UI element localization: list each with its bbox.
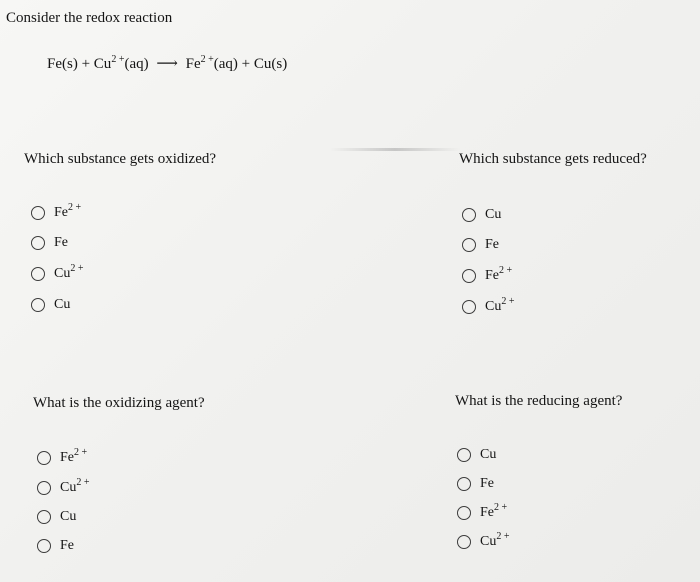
paper-smudge bbox=[330, 148, 460, 151]
q3-option-1-radio[interactable] bbox=[37, 451, 51, 465]
q4-option-3-label: $Fe^{2 +}$ bbox=[480, 502, 508, 520]
q1-option-1-radio[interactable] bbox=[31, 206, 45, 220]
q3-option-2-label: $Cu^{2 +}$ bbox=[60, 477, 90, 495]
q3-prompt: What is the oxidizing agent? bbox=[33, 395, 205, 411]
q2-option-2-label: Fe bbox=[485, 237, 499, 252]
q2-option-4-radio[interactable] bbox=[462, 300, 476, 314]
q2-option-4-label: $Cu^{2 +}$ bbox=[485, 296, 515, 314]
q3-option-3-label: Cu bbox=[60, 509, 77, 524]
reactant-fe-solid: Fe(s) bbox=[47, 56, 78, 72]
plus-sign: + bbox=[241, 56, 251, 72]
q2-option-2-radio[interactable] bbox=[462, 238, 476, 252]
q2-option-3-radio[interactable] bbox=[462, 269, 476, 283]
q3-option-2-radio[interactable] bbox=[37, 481, 51, 495]
q1-prompt: Which substance gets oxidized? bbox=[24, 151, 217, 167]
reaction-equation bbox=[47, 54, 287, 73]
q4-option-4-radio[interactable] bbox=[457, 535, 471, 549]
q2-prompt: Which substance gets reduced? bbox=[459, 151, 647, 167]
q3-option-4-radio[interactable] bbox=[37, 539, 51, 553]
q2-option-1-label: Cu bbox=[485, 207, 502, 222]
product-cu-solid: Cu(s) bbox=[253, 56, 288, 72]
q1-option-1-label: $Fe^{2 +}$ bbox=[54, 202, 82, 220]
q2-option-1-radio[interactable] bbox=[462, 208, 476, 222]
q4-option-2-radio[interactable] bbox=[457, 477, 471, 491]
q1-option-3-radio[interactable] bbox=[31, 267, 45, 281]
q3-option-1-label: $Fe^{2 +}$ bbox=[60, 447, 88, 465]
q1-option-2-label: Fe bbox=[54, 235, 68, 250]
reaction-arrow: ⟶ bbox=[156, 56, 178, 72]
plus-sign: + bbox=[81, 56, 91, 72]
q1-option-2-radio[interactable] bbox=[31, 236, 45, 250]
q1-option-4-radio[interactable] bbox=[31, 298, 45, 312]
q4-prompt: What is the reducing agent? bbox=[455, 393, 623, 409]
q3-option-3-radio[interactable] bbox=[37, 510, 51, 524]
intro-text: Consider the redox reaction bbox=[6, 10, 173, 26]
q4-option-4-label: $Cu^{2 +}$ bbox=[480, 531, 510, 549]
q4-option-1-radio[interactable] bbox=[457, 448, 471, 462]
q4-option-2-label: Fe bbox=[480, 476, 494, 491]
q3-option-4-label: Fe bbox=[60, 538, 74, 553]
q1-option-4-label: Cu bbox=[54, 297, 71, 312]
q4-option-3-radio[interactable] bbox=[457, 506, 471, 520]
q2-option-3-label: $Fe^{2 +}$ bbox=[485, 265, 513, 283]
q4-option-1-label: Cu bbox=[480, 447, 497, 462]
q1-option-3-label: $Cu^{2 +}$ bbox=[54, 263, 84, 281]
reactant-cu-ion: $Cu^{2 +}(aq)$ bbox=[93, 54, 149, 72]
product-fe-ion: $Fe^{2 +}(aq)$ bbox=[185, 54, 238, 72]
